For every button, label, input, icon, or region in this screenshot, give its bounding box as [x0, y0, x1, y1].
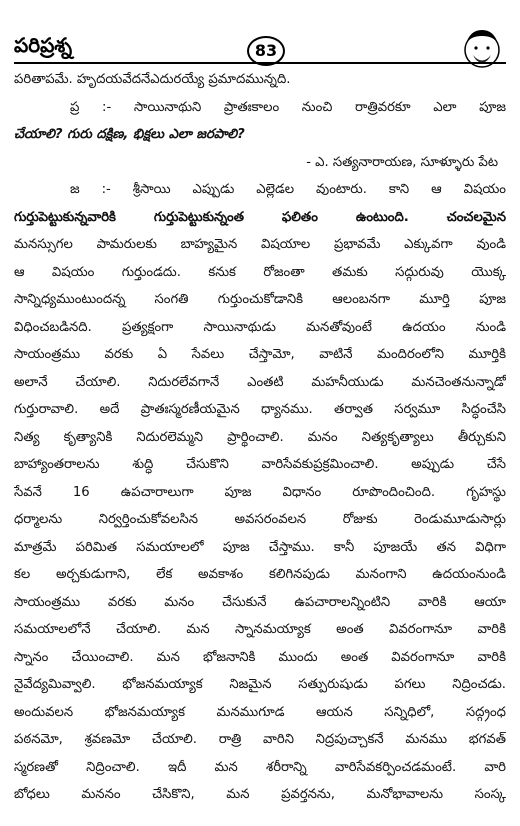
answer-line: జ :- శ్రీసాయి ఎప్పుడు ఎల్లెడల వుంటారు. కాని ఆ విషయం — [70, 182, 506, 197]
text-line: విధించబడినది. ప్రత్యక్షంగా సాయినాథుడు మనతోవుంటే ఉదయం నుండి — [14, 319, 506, 335]
text-line: సేవనే 16 ఉపచారాలుగా పూజ విధానం రూపొందించింది. గృహస్థు — [14, 484, 506, 500]
text-line: నిత్య కృత్యానికి నిదురలెమ్మని ప్రార్థించాలి. మనం నిత్యకృత్యాలు తీర్చుకుని — [14, 429, 506, 445]
question-line: చేయాలి? గురు దక్షిణ, భిక్షలు ఎలా జరపాలి? — [14, 127, 245, 142]
page-body — [14, 66, 506, 809]
text-line: కల అర్చకుడుగాని, లేక అవకాశం కలిగినపుడు మనంగాని ఉదయంనుండి — [14, 567, 506, 582]
text-line: స్నానం చేయించాలి. మన భోజనానికి ముందు అంత వివరంగానూ వారికి — [14, 649, 506, 665]
page-number: 83 — [247, 36, 285, 66]
text-line: నైవేద్యమివ్వాలి. భోజనమయ్యాక నిజమైన సత్పురుషుడు పగలు నిద్రించడు. — [14, 677, 506, 692]
text-line: సాయంత్రము వరకు ఏ సేవలు చేస్తామో, వాటినే మందిరంలోని మూర్తికి — [14, 347, 506, 362]
running-title: పరిప్రశ్న — [14, 33, 73, 57]
text-line: బాహ్యాంతరాలను శుద్ధి చేసుకొని వారిసేవకుప్రక్రమించాలి. అప్పుడు చేసే — [14, 457, 506, 472]
text-line: మనస్సుగల పామరులకు బాహ్యమైన విషయాల ప్రభావమే ఎక్కువగా వుండి — [14, 237, 506, 252]
text-line: మాత్రమే పరిమిత సమయాలలో పూజ చేస్తాము. కానీ పూజయే తన విధిగా — [14, 539, 506, 555]
text-line: సాన్నిధ్యముంటుందన్న సంగతి గుర్తుంచుకోడానికి ఆలంబనగా మూర్తి పూజ — [14, 292, 506, 307]
question-line: ప్ర :- సాయినాథుని ప్రాతఃకాలం నుంచి రాత్రివరకూ ఎలా పూజ — [70, 99, 506, 115]
text-line: అలానే చేయాలి. నిదురలేవగానే ఎంతటి మహనీయుడు మనచెంతనున్నాడో — [14, 374, 506, 390]
text-line: ఆ విషయం గుర్తుండదు. కనుక రోజంతా తమకు సద్గురువు యొక్క — [14, 264, 506, 280]
text-line: సాయంత్రము వరకు మనం చేసుకునే ఉపచారాలన్నింటిని వారికి ఆయా — [14, 594, 506, 610]
question-attribution: - ఎ. సత్యనారాయణ, సూళ్ళూరు పేట — [306, 154, 498, 170]
text-line: స్మరణతో నిద్రించాలి. ఇదీ మన శరీరాన్ని వారిసేవకర్పించడమంటే. వారి — [14, 759, 506, 775]
text-line: సమయాలలోనే చేయాలి. మన స్నానమయ్యాక అంత వివరంగానూ వారికి — [14, 622, 506, 637]
text-line: ధర్మాలను నిర్వర్తించుకోవలసిన అవసరంవలన రోజుకు రెండుమూడుసార్లు — [14, 512, 506, 527]
text-line: గుర్తురావాలి. అదే ప్రాతఃస్మరణీయమైన ధ్యానము. తర్వాత సర్వమూ సిద్ధంచేసి — [14, 402, 506, 417]
text-line: బోధలు మననం చేసికొని, మన ప్రవర్తనను, మనోభావాలను సంస్క — [14, 787, 506, 802]
text-line: పఠనమో, శ్రవణమో చేయాలి. రాత్రి వారిని నిద్రపుచ్చాకనే మనము భగవత్ — [14, 732, 506, 747]
header-rule — [14, 62, 506, 64]
text-line: అందువలన భోజనమయ్యాక మనముగూడ ఆయన సన్నిధిలో, సద్గ్రంధ — [14, 704, 506, 720]
page-header — [0, 0, 520, 66]
answer-line: గుర్తుపెట్టుకున్నవారికి గుర్తుపెట్టుకున్నంత ఫలితం ఉంటుంది. చంచలమైన — [14, 209, 506, 225]
text-line: పరితాపమే. హృదయవేదనేఎదురయ్యే ప్రమాదమున్నది. — [14, 72, 291, 87]
